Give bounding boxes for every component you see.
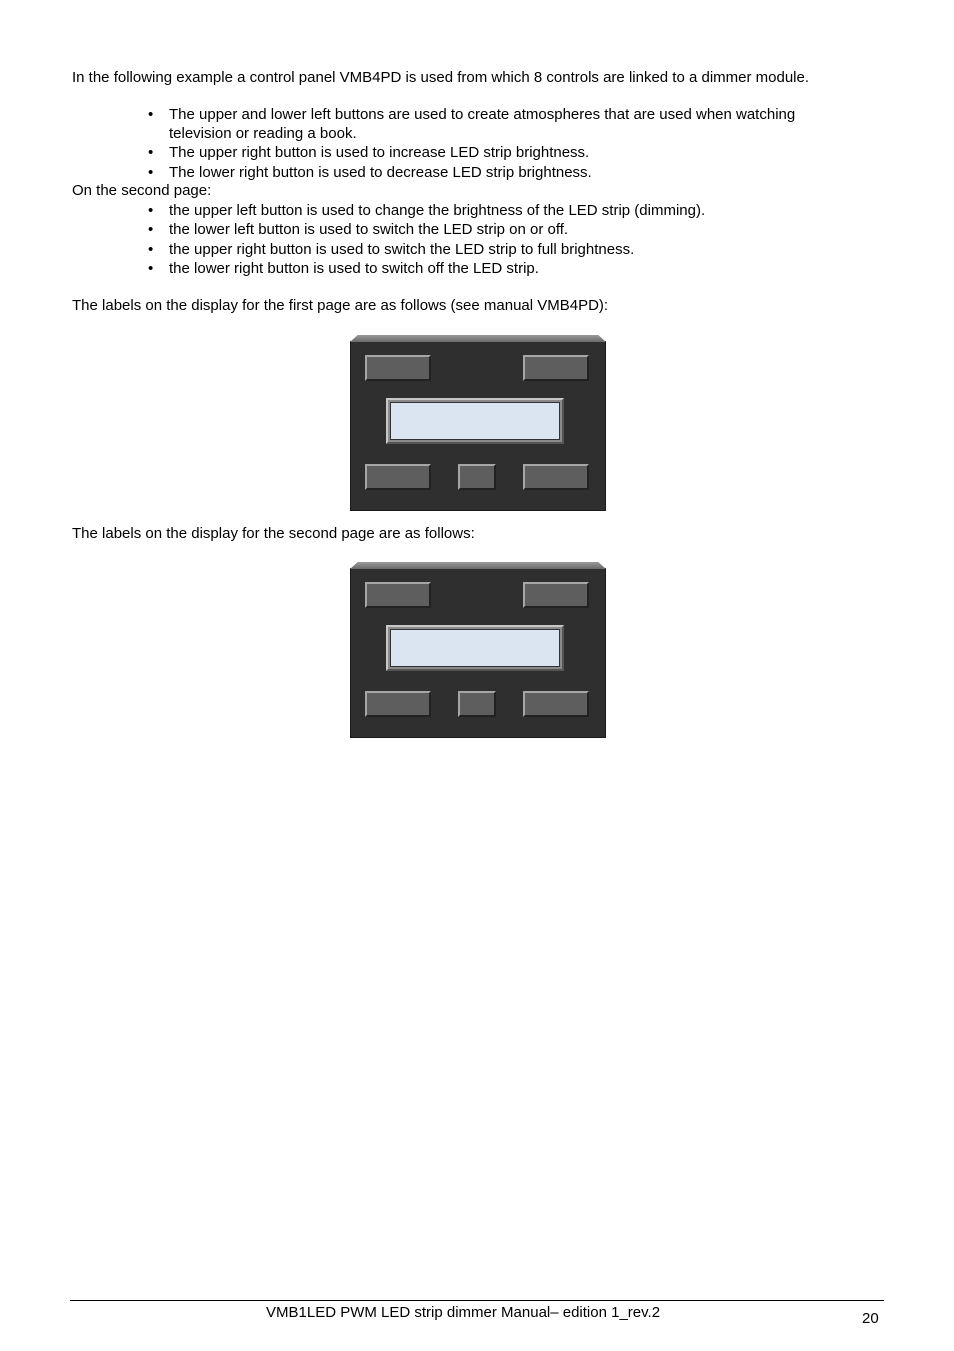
bullet-glyph: • bbox=[148, 164, 154, 181]
lower-left-button bbox=[365, 464, 431, 490]
upper-left-button bbox=[365, 355, 431, 381]
upper-left-button bbox=[365, 582, 431, 608]
lcd-display-frame bbox=[386, 398, 564, 444]
lcd-display-frame bbox=[386, 625, 564, 671]
footer-divider bbox=[70, 1300, 884, 1301]
control-panel-illustration-first-page bbox=[350, 341, 606, 511]
bullet-item-continuation: television or reading a book. bbox=[169, 125, 357, 142]
page-number: 20 bbox=[862, 1310, 879, 1327]
center-button bbox=[458, 464, 496, 490]
bullet-item: the upper right button is used to switch the LED strip to full brightness. bbox=[169, 241, 635, 258]
labels-second-page-caption: The labels on the display for the second page are as follows: bbox=[72, 525, 475, 542]
center-button bbox=[458, 691, 496, 717]
bullet-glyph: • bbox=[148, 241, 154, 258]
bullet-item: the lower left button is used to switch the LED strip on or off. bbox=[169, 221, 569, 238]
upper-right-button bbox=[523, 582, 589, 608]
upper-right-button bbox=[523, 355, 589, 381]
bullet-glyph: • bbox=[148, 260, 154, 277]
bullet-glyph: • bbox=[148, 144, 154, 161]
bullet-glyph: • bbox=[148, 202, 154, 219]
labels-first-page-caption: The labels on the display for the first page are as follows (see manual VMB4PD): bbox=[72, 297, 609, 314]
second-page-heading: On the second page: bbox=[72, 182, 212, 199]
lower-right-button bbox=[523, 691, 589, 717]
lower-left-button bbox=[365, 691, 431, 717]
bullet-glyph: • bbox=[148, 221, 154, 238]
bullet-item: The upper right button is used to increase LED strip brightness. bbox=[169, 144, 590, 161]
bullet-glyph: • bbox=[148, 106, 154, 123]
intro-paragraph: In the following example a control panel VMB4PD is used from which 8 controls are linked to a dimmer module. bbox=[72, 69, 810, 86]
footer-title: VMB1LED PWM LED strip dimmer Manual– edition 1_rev.2 bbox=[266, 1304, 661, 1321]
bullet-item: The upper and lower left buttons are used to create atmospheres that are used when watching bbox=[169, 106, 796, 123]
bullet-item: The lower right button is used to decrease LED strip brightness. bbox=[169, 164, 592, 181]
lower-right-button bbox=[523, 464, 589, 490]
bullet-item: the lower right button is used to switch off the LED strip. bbox=[169, 260, 539, 277]
lcd-display bbox=[390, 402, 560, 440]
control-panel-illustration-second-page bbox=[350, 568, 606, 738]
bullet-item: the upper left button is used to change the brightness of the LED strip (dimming). bbox=[169, 202, 706, 219]
lcd-display bbox=[390, 629, 560, 667]
